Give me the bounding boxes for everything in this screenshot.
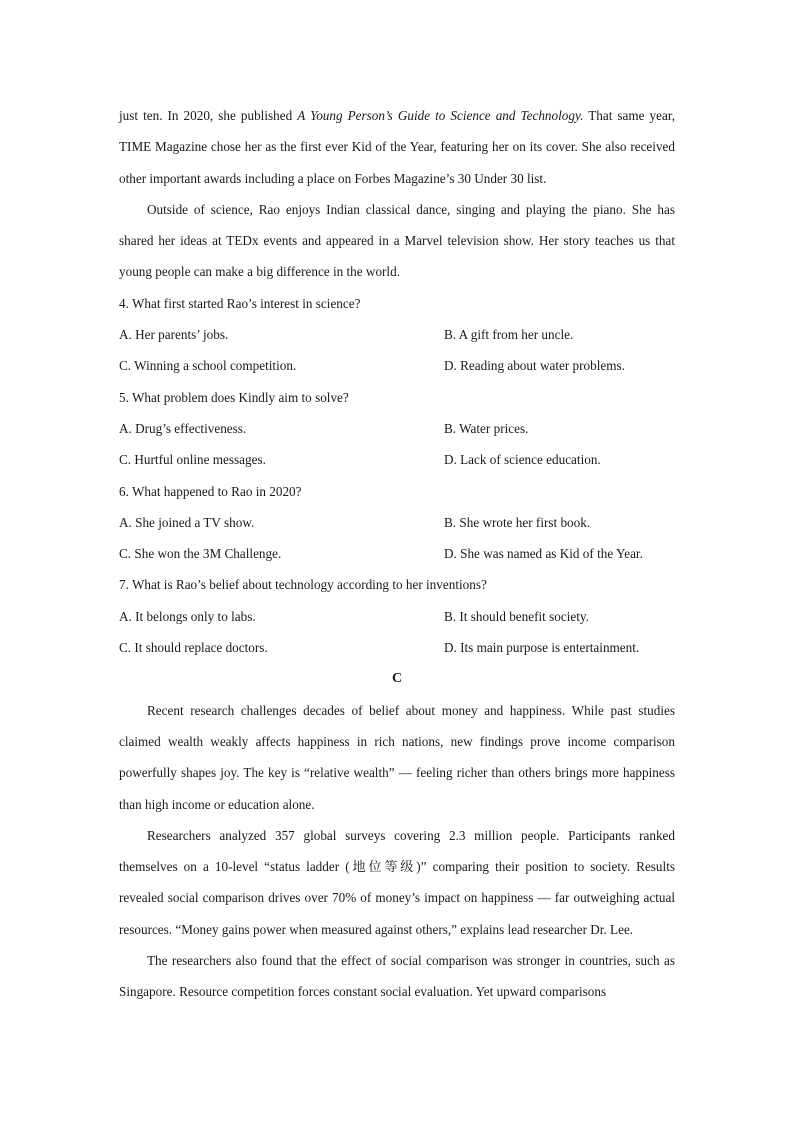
options-row	[119, 507, 675, 538]
text-segment: just ten. In 2020, she published	[119, 108, 298, 123]
passage-c-paragraph-2: Researchers analyzed 357 global surveys covering 2.3 million people. Participants ranked themselves on a 10-level “status ladder (地位等级)” comparing their position to society. Results revealed social comparison drives over 70% of money’s impact on happiness — far outweighing actual resources. “Money gains power when measured against others,” explains lead researcher Dr. Lee.	[119, 827, 675, 937]
options-row	[119, 538, 675, 569]
options-row	[119, 319, 675, 350]
option-d: D. She was named as Kid of the Year.	[444, 546, 643, 562]
options-row	[119, 632, 675, 663]
option-d: D. Reading about water problems.	[444, 358, 625, 374]
question-stem: 4. What first started Rao’s interest in science?	[119, 295, 361, 311]
document-page	[119, 100, 675, 1008]
question-stem: 7. What is Rao’s belief about technology according to her inventions?	[119, 577, 487, 593]
option-c: C. It should replace doctors.	[119, 640, 268, 656]
option-b: B. She wrote her first book.	[444, 514, 591, 530]
option-b: B. Water prices.	[444, 420, 529, 436]
option-a: A. She joined a TV show.	[119, 514, 255, 530]
options-row	[119, 413, 675, 444]
option-c: C. Hurtful online messages.	[119, 452, 266, 468]
options-row	[119, 601, 675, 632]
option-a: A. Drug’s effectiveness.	[119, 420, 247, 436]
option-c: C. She won the 3M Challenge.	[119, 546, 282, 562]
option-a: A. It belongs only to labs.	[119, 608, 256, 624]
option-a: A. Her parents’ jobs.	[119, 327, 229, 343]
options-row	[119, 350, 675, 381]
passage-b-paragraph-1	[119, 100, 675, 194]
question-stem: 5. What problem does Kindly aim to solve?	[119, 389, 349, 405]
option-b: B. A gift from her uncle.	[444, 327, 574, 343]
option-b: B. It should benefit society.	[444, 608, 589, 624]
text-segment: That same year, TIME Magazine chose her as the first ever Kid of the Year, featuring her on its cover. She also received other important awards including a place on Forbes Magazine’s 30 Under 30 list.	[119, 108, 676, 186]
question-stem: 6. What happened to Rao in 2020?	[119, 483, 302, 499]
option-c: C. Winning a school competition.	[119, 358, 297, 374]
section-heading: C	[391, 671, 403, 687]
book-title: A Young Person’s Guide to Science and Technology.	[297, 108, 584, 123]
passage-c-paragraph-1: Recent research challenges decades of belief about money and happiness. While past studies claimed wealth weakly affects happiness in rich nations, new findings prove income comparison powerfully shapes joy. The key is “relative wealth” — feeling richer than others brings more happiness than high income or education alone.	[119, 702, 675, 812]
option-d: D. Its main purpose is entertainment.	[444, 640, 640, 656]
option-d: D. Lack of science education.	[444, 452, 601, 468]
passage-b-paragraph-2: Outside of science, Rao enjoys Indian classical dance, singing and playing the piano. She has shared her ideas at TEDx events and appeared in a Marvel television show. Her story teaches us that young people can make a big difference in the world.	[119, 201, 675, 280]
options-row	[119, 444, 675, 475]
passage-c-paragraph-3: The researchers also found that the effect of social comparison was stronger in countries, such as Singapore. Resource competition forces constant social evaluation. Yet upward comparisons	[119, 953, 675, 1000]
